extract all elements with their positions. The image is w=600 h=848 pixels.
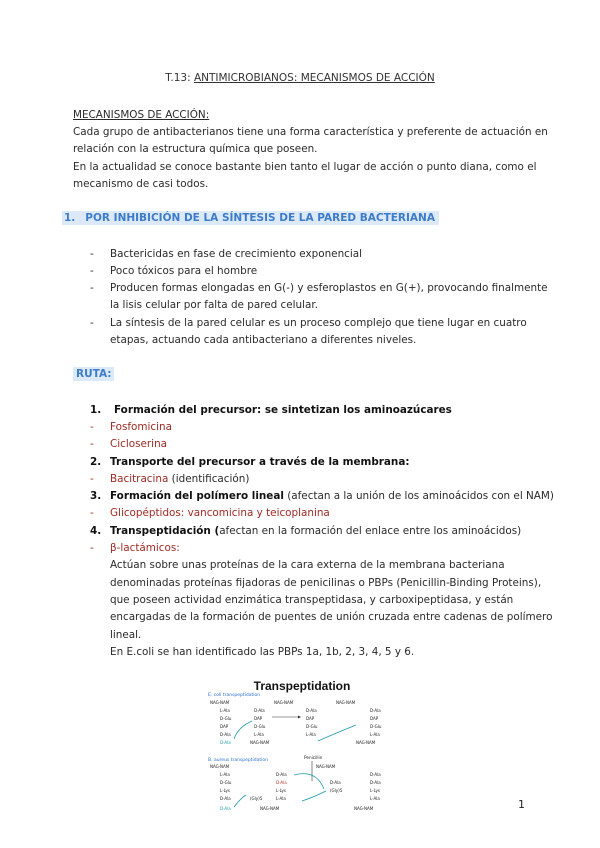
residue-label: D-Ala	[306, 708, 317, 713]
drug-line	[110, 471, 249, 488]
step-label: Transporte del precursor a través de la membrana:	[110, 456, 410, 468]
chain-label: NAG·NAM	[210, 764, 230, 769]
transpeptidation-figure	[206, 677, 398, 817]
residue-label: L-Ala	[370, 796, 380, 801]
section-1-number: 1.	[64, 212, 76, 224]
residue-label: D-Ala	[276, 772, 287, 777]
mechanisms-heading: MECANISMOS DE ACCIÓN:	[73, 109, 210, 121]
bullet-text: etapas, actuando cada antibacteriano a diferentes niveles.	[110, 334, 417, 346]
residue-label: L-Ala	[220, 708, 230, 713]
residue-label: D-Glu	[220, 780, 232, 785]
residue-label: L-Lys	[220, 788, 230, 793]
residue-label: L-Ala	[220, 772, 230, 777]
residue-label: L-Ala	[254, 732, 264, 737]
residue-label: L-Ala	[306, 732, 316, 737]
residue-label: L-Lys	[276, 788, 286, 793]
title-main: ANTIMICROBIANOS: MECANISMOS DE ACCIÓN	[193, 72, 435, 84]
residue-label: DAP	[254, 716, 263, 721]
desc-text: denominadas proteínas fijadoras de penicilinas o PBPs (Penicillin-Binding Proteins),	[110, 577, 542, 589]
bullet-dash: -	[90, 421, 94, 433]
residue-label: D-Glu	[370, 724, 382, 729]
section-1-label: POR INHIBICIÓN DE LA SÍNTESIS DE LA PARED BACTERIANA	[85, 212, 435, 224]
step-note: (afectan a la unión de los aminoácidos con el NAM)	[283, 490, 554, 502]
residue-label: DAP	[220, 724, 229, 729]
bullet-dash: -	[90, 438, 94, 450]
chain-label: NAG·NAM	[316, 764, 336, 769]
step-number: 4.	[90, 525, 102, 537]
chain-label: NAG·NAM	[260, 806, 280, 811]
bullet-dash: -	[90, 473, 94, 485]
step-number: 3.	[90, 490, 102, 502]
residue-label: D-Glu	[306, 724, 318, 729]
drug-name: Bacitracina	[110, 473, 169, 485]
bullet-text: la lisis celular por falta de pared celular.	[110, 299, 318, 311]
intro-line-3: En la actualidad se conoce bastante bien tanto el lugar de acción o punto diana, como el	[73, 161, 537, 173]
desc-text: En E.coli se han identificado las PBPs 1a, 1b, 2, 3, 4, 5 y 6.	[110, 646, 415, 658]
residue-label: (Gly)5	[330, 788, 343, 793]
residue-label: DAP	[306, 716, 315, 721]
residue-label: D-Ala	[220, 732, 231, 737]
residue-label: D-Ala	[276, 780, 287, 785]
chain-label: NAG·NAM	[210, 700, 230, 705]
residue-label: D-Ala	[370, 780, 381, 785]
chain-label: NAG·NAM	[354, 806, 374, 811]
residue-label: D-Glu	[220, 716, 232, 721]
residue-label: L-Ala	[370, 732, 380, 737]
bullet-dash: -	[90, 282, 94, 294]
residue-label: (Gly)5	[250, 796, 263, 801]
step-number: 1.	[90, 404, 102, 416]
chain-label: NAG·NAM	[250, 740, 270, 745]
residue-label: D-Ala	[254, 708, 265, 713]
residue-label: D-Ala	[220, 740, 231, 745]
bullet-dash: -	[90, 317, 94, 329]
residue-label: L-Ala	[276, 796, 286, 801]
chain-label: NAG·NAM	[336, 700, 356, 705]
step-label: Transpeptidación (	[110, 525, 220, 537]
step-label: Formación del precursor: se sintetizan los aminoazúcares	[114, 404, 452, 416]
intro-line-4: mecanismo de casi todos.	[73, 178, 209, 190]
desc-text: lineal.	[110, 629, 142, 641]
residue-label: D-Ala	[220, 796, 231, 801]
step-number: 2.	[90, 456, 102, 468]
step-line	[110, 523, 521, 540]
bullet-text: Poco tóxicos para el hombre	[110, 265, 258, 277]
bullet-text: La síntesis de la pared celular es un proceso complejo que tiene lugar en cuatro	[110, 317, 527, 329]
bullet-dash: -	[90, 542, 94, 554]
step-note: afectan en la formación del enlace entre los aminoácidos)	[219, 525, 522, 537]
step-line	[110, 488, 554, 505]
step-label: Formación del polímero lineal	[110, 490, 284, 502]
figure-subtitle-ecoli: E. coli transpeptidation	[208, 693, 261, 698]
section-1-heading	[62, 211, 439, 225]
page-title	[0, 72, 600, 84]
title-prefix: T.13:	[165, 72, 194, 84]
figure-title: Transpeptidation	[253, 679, 351, 693]
chain-label: NAG·NAM	[274, 700, 294, 705]
intro-line-2: relación con la estructura química que poseen.	[73, 143, 318, 155]
desc-text: Actúan sobre unas proteínas de la cara externa de la membrana bacteriana	[110, 559, 505, 571]
drug-name: Glicopéptidos: vancomicina y teicoplanina	[110, 507, 330, 519]
ruta-heading: RUTA:	[73, 367, 114, 381]
residue-label: D-Ala	[220, 806, 231, 811]
page-number: 1	[518, 798, 525, 811]
bullet-dash: -	[90, 507, 94, 519]
bullet-dash: -	[90, 248, 94, 260]
chain-label: NAG·NAM	[356, 740, 376, 745]
residue-label: D-Ala	[370, 708, 381, 713]
drug-note: (identificación)	[168, 473, 250, 485]
bullet-dash: -	[90, 265, 94, 277]
drug-name: β-lactámicos:	[110, 542, 180, 554]
residue-label: D-Ala	[370, 772, 381, 777]
intro-line-1: Cada grupo de antibacterianos tiene una forma característica y preferente de actuación en	[73, 126, 548, 138]
residue-label: D-Glu	[254, 724, 266, 729]
residue-label: L-Lys	[370, 788, 380, 793]
figure-subtitle-saureus: B. aureus transpeptidation	[208, 758, 269, 763]
bullet-text: Producen formas elongadas en G(-) y esferoplastos en G(+), provocando finalmente	[110, 282, 548, 294]
residue-label: DAP	[370, 716, 379, 721]
drug-name: Cicloserina	[110, 438, 168, 450]
residue-label: D-Ala	[330, 780, 341, 785]
bullet-text: Bactericidas en fase de crecimiento exponencial	[110, 248, 363, 260]
desc-text: encargadas de la formación de puentes de unión cruzada entre cadenas de polímero	[110, 611, 553, 623]
drug-name: Fosfomicina	[110, 421, 172, 433]
penicillin-label: Penicillin	[304, 755, 323, 760]
desc-text: que poseen actividad enzimática transpeptidasa, y carboxipeptidasa, y están	[110, 594, 514, 606]
